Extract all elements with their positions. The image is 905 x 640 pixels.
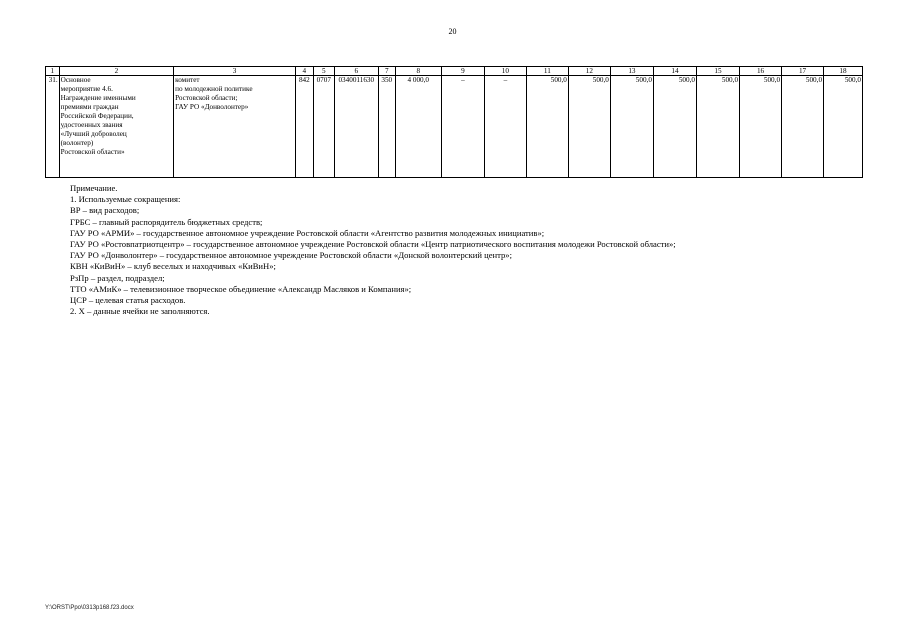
year-value: – (441, 76, 484, 178)
page-number: 20 (448, 27, 457, 36)
year-value: – (484, 76, 526, 178)
executor: комитет по молодежной политике Ростовской области; ГАУ РО «Донволонтер» (174, 76, 296, 178)
column-header: 5 (313, 67, 334, 76)
year-value: 500,0 (782, 76, 824, 178)
vr-code: 350 (378, 76, 395, 178)
column-header: 12 (568, 67, 610, 76)
notes-block (70, 183, 880, 317)
notes-item: ВР – вид расходов; (70, 205, 140, 216)
notes-item: ТТО «АМиК» – телевизионное творческое объединение «Александр Масляков и Компания»; (70, 283, 412, 294)
year-value: 500,0 (526, 76, 568, 178)
rzpr-code: 0707 (313, 76, 334, 178)
column-header: 1 (46, 67, 60, 76)
notes-item: 1. Используемые сокращения: (70, 194, 181, 205)
year-value: 500,0 (568, 76, 610, 178)
year-value: 500,0 (696, 76, 739, 178)
column-header: 16 (740, 67, 782, 76)
notes-item: ГАУ РО «Ростовпатриотцентр» – государственное автономное учреждение Ростовской области «Центр патриотического воспитания молодежи Ростовской области»; (70, 239, 676, 250)
year-value: 500,0 (740, 76, 782, 178)
document-file-path: Y:\ORST\Ppo\0313p168.f23.docx (45, 605, 134, 611)
column-header: 11 (526, 67, 568, 76)
column-header: 13 (610, 67, 653, 76)
csr-code: 0340011630 (334, 76, 378, 178)
column-header: 4 (295, 67, 313, 76)
year-value: 500,0 (824, 76, 863, 178)
notes-item: ГАУ РО «Донволонтер» – государственное автономное учреждение Ростовской области «Донской волонтерский центр»; (70, 250, 512, 261)
budget-table (45, 66, 863, 178)
column-header: 3 (174, 67, 296, 76)
column-header: 10 (484, 67, 526, 76)
notes-heading: Примечание. (70, 183, 118, 193)
column-header: 6 (334, 67, 378, 76)
row-number: 31. (46, 76, 60, 178)
measure-name: Основное мероприятие 4.6. Награждение именными премиями граждан Российской Федерации, удостоенных звания «Лучший доброволец (волонтер) Ростовской области» (59, 76, 173, 178)
notes-item: ЦСР – целевая статья расходов. (70, 295, 186, 306)
year-value: 500,0 (653, 76, 696, 178)
column-header: 7 (378, 67, 395, 76)
table-row (46, 76, 863, 178)
column-header: 17 (782, 67, 824, 76)
column-header: 15 (696, 67, 739, 76)
column-header: 8 (395, 67, 441, 76)
column-header: 9 (441, 67, 484, 76)
notes-item: РзПр – раздел, подраздел; (70, 272, 165, 283)
notes-item: ГАУ РО «АРМИ» – государственное автономное учреждение Ростовской области «Агентство развития молодежных инициатив»; (70, 227, 545, 238)
grbs-code: 842 (295, 76, 313, 178)
table-header-row (46, 67, 863, 76)
year-value: 500,0 (610, 76, 653, 178)
notes-item: 2. Х – данные ячейки не заполняются. (70, 306, 210, 317)
total-amount: 4 000,0 (395, 76, 441, 178)
column-header: 18 (824, 67, 863, 76)
column-header: 14 (653, 67, 696, 76)
notes-item: ГРБС – главный распорядитель бюджетных средств; (70, 216, 263, 227)
notes-item: КВН «КиВиН» – клуб веселых и находчивых «КиВиН»; (70, 261, 276, 272)
column-header: 2 (59, 67, 173, 76)
